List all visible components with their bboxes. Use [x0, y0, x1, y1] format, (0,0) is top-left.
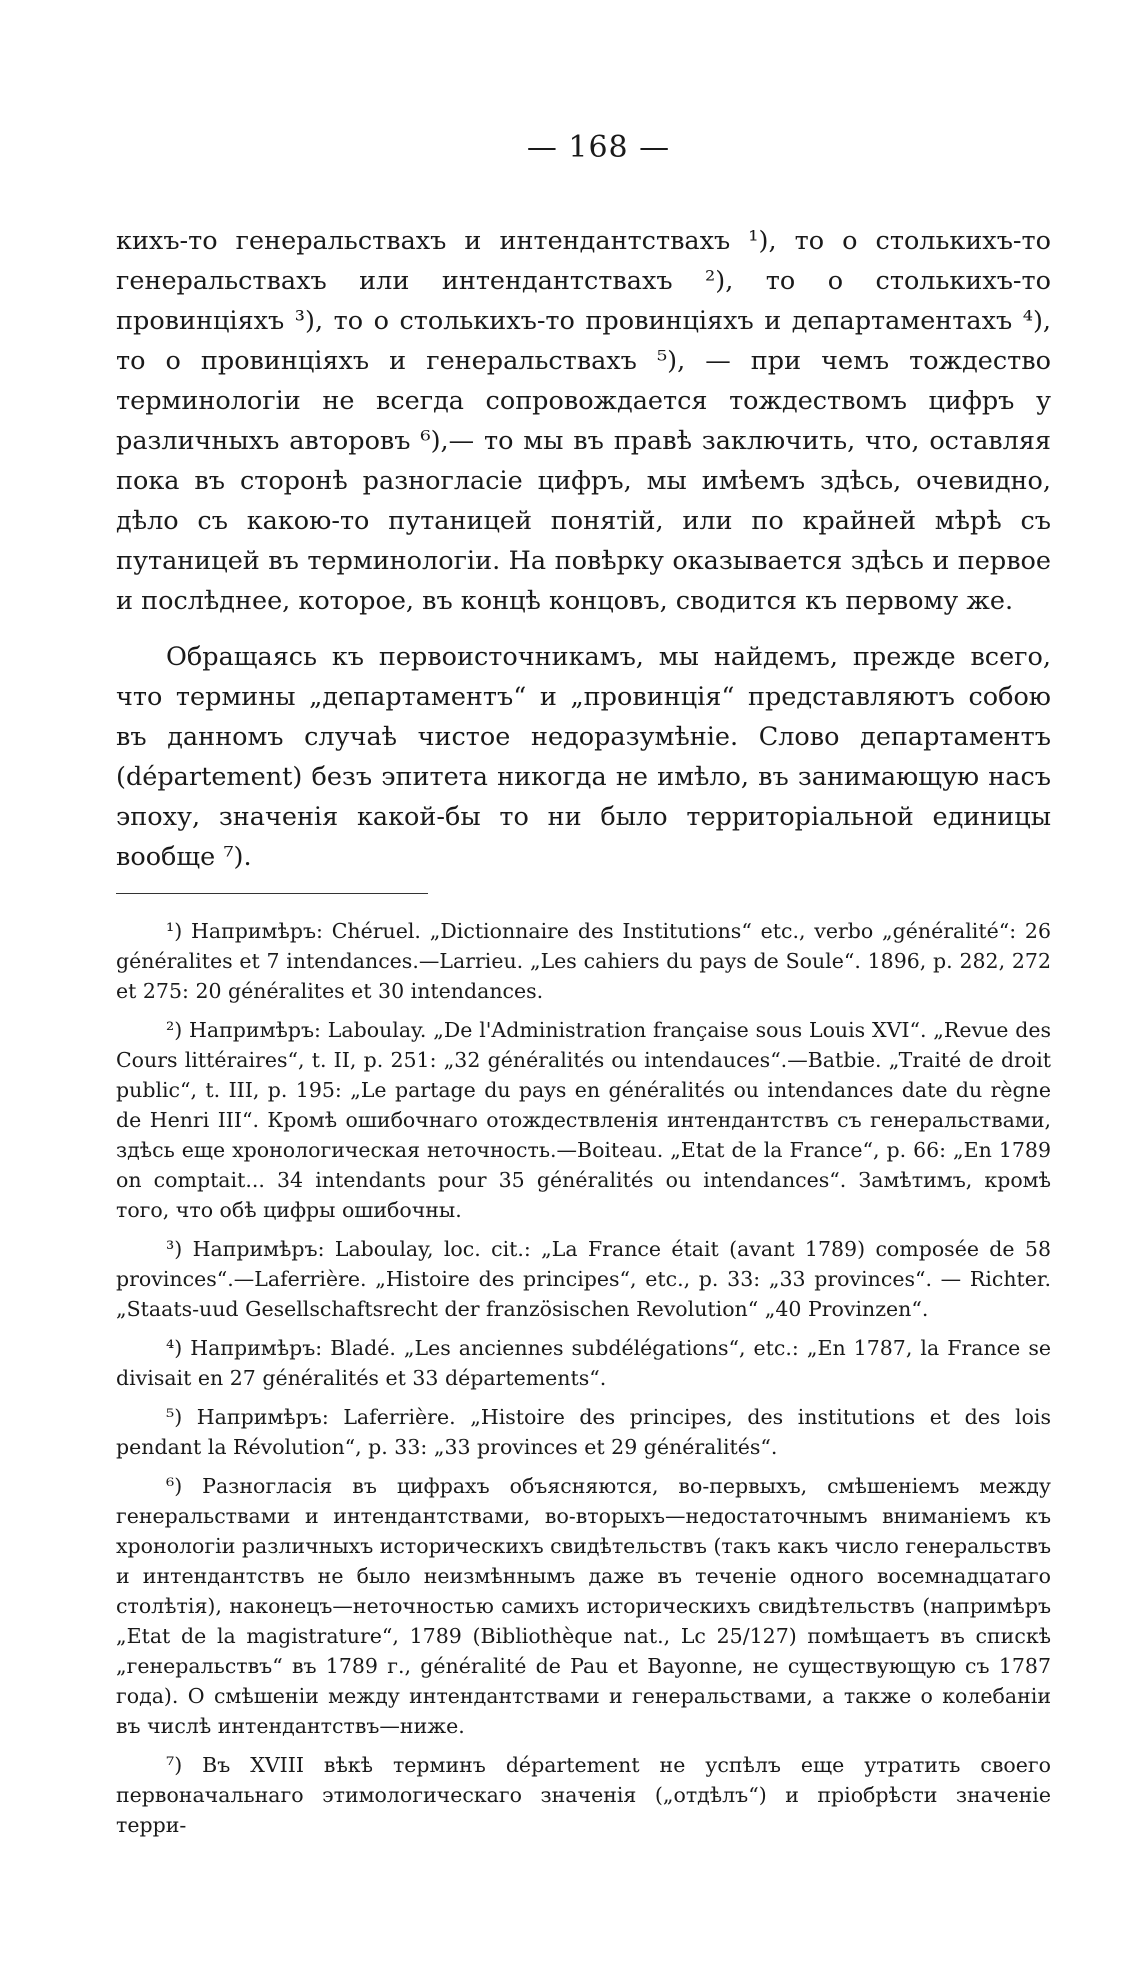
footnote-6: ⁶) Разногласія въ цифрахъ объясняются, во-первыхъ, смѣшеніемъ между генеральствами и интендантствами, во-вторыхъ—недостаточнымъ вниманіемъ къ хронологіи различныхъ историческихъ свидѣтельствъ (такъ какъ число генеральствъ и интендантствъ не было неизмѣннымъ даже въ теченіе одного восемнадцатаго столѣтія), наконецъ—неточностью самихъ историческихъ свидѣтельствъ (напримѣръ „Etat de la magistrature“, 1789 (Bibliothèque nat., Lc 25/127) помѣщаетъ въ спискѣ „генеральствъ“ въ 1789 г., généralité de Pau et Bayonne, не существующую съ 1787 года). О смѣшеніи между интендантствами и генеральствами, а также о колебаніи въ числѣ интендантствъ—ниже.	[116, 1474, 1051, 1738]
footnote-separator	[116, 893, 428, 894]
paragraph-2: Обращаясь къ первоисточникамъ, мы найдемъ, прежде всего, что термины „департаментъ“ и „провинція“ представляютъ собою въ данномъ случаѣ чистое недоразумѣніе. Слово департаментъ (département) безъ эпитета никогда не имѣло, въ занимающую насъ эпоху, значенія какой-бы то ни было территоріальной единицы вообще ⁷).	[116, 642, 1051, 872]
footnote-3: ³) Напримѣръ: Laboulay, loc. cit.: „La France était (avant 1789) composée de 58 provinces“.—Laferrière. „Histoire des principes“, etc., p. 33: „33 provinces“. — Richter. „Staats-uud Gesellschaftsrecht der französischen Revolution“ „40 Provinzen“.	[116, 1237, 1051, 1321]
page-number: — 168 —	[526, 130, 671, 165]
book-page	[116, 130, 1051, 1849]
footnote-2: ²) Напримѣръ: Laboulay. „De l'Administration française sous Louis XVI“. „Revue des Cours littéraires“, t. II, p. 251: „32 généralités ou intendauces“.—Batbie. „Traité de droit public“, t. III, p. 195: „Le partage du pays en généralités ou intendances date du règne de Henri III“. Кромѣ ошибочнаго отождествленія интендантствъ съ генеральствами, здѣсь еще хронологическая неточность.—Boiteau. „Etat de la France“, p. 66: „En 1789 on comptait... 34 intendants pour 35 généralités ou intendances“. Замѣтимъ, кромѣ того, что обѣ цифры ошибочны.	[116, 1018, 1051, 1222]
footnote-4: ⁴) Напримѣръ: Bladé. „Les anciennes subdélégations“, etc.: „En 1787, la France se divisait en 27 généralités et 33 départements“.	[116, 1336, 1051, 1390]
main-text	[116, 221, 1051, 877]
paragraph-1: кихъ-то генеральствахъ и интендантствахъ ¹), то о столькихъ-то генеральствахъ или интендантствахъ ²), то о столькихъ-то провинціяхъ ³), то о столькихъ-то провинціяхъ и департаментахъ ⁴), то о провинціяхъ и генеральствахъ ⁵), — при чемъ тождество терминологіи не всегда сопровождается тождествомъ цифръ у различныхъ авторовъ ⁶),— то мы въ правѣ заключить, что, оставляя пока въ сторонѣ разногласіе цифръ, мы имѣемъ здѣсь, очевидно, дѣло съ какою-то путаницей понятій, или по крайней мѣрѣ съ путаницей въ терминологіи. На повѣрку оказывается здѣсь и первое и послѣднее, которое, въ концѣ концовъ, сводится къ первому же.	[116, 226, 1051, 616]
footnote-5: ⁵) Напримѣръ: Laferrière. „Histoire des principes, des institutions et des lois pendant la Révolution“, p. 33: „33 provinces et 29 généralités“.	[116, 1405, 1051, 1459]
footnote-1: ¹) Напримѣръ: Chéruel. „Dictionnaire des Institutions“ etc., verbo „généralité“: 26 généralites et 7 intendances.—Larrieu. „Les cahiers du pays de Soule“. 1896, p. 282, 272 et 275: 20 généralites et 30 intendances.	[116, 919, 1051, 1003]
footnote-7: ⁷) Въ XVIII вѣкѣ терминъ département не успѣлъ еще утратить своего первоначальнаго этимологическаго значенія („отдѣлъ“) и пріобрѣсти значеніе терри-	[116, 1753, 1051, 1837]
footnotes	[116, 916, 1051, 1840]
